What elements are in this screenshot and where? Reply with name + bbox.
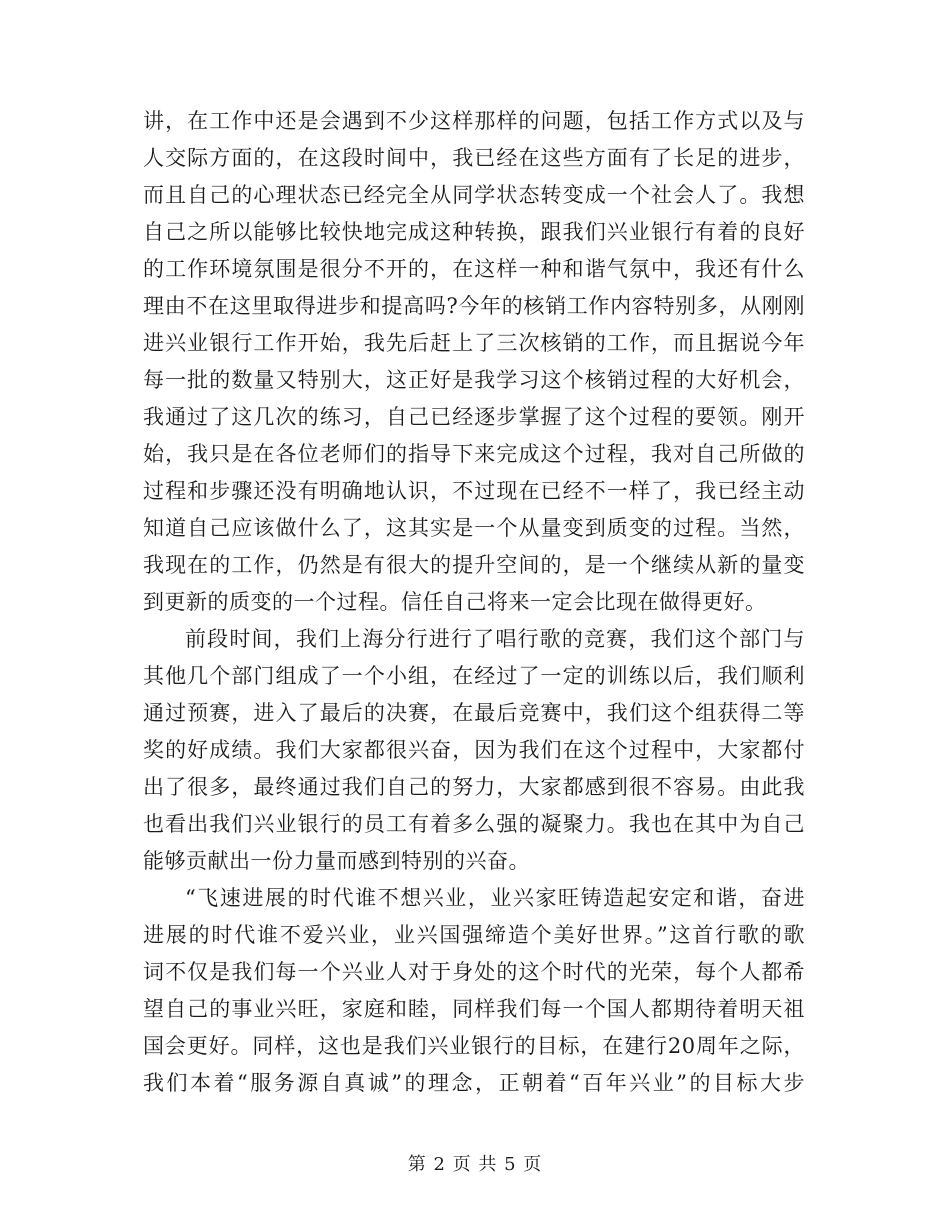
text-line: “飞速进展的时代谁不想兴业，业兴家旺铸造起安定和谐，奋进: [185, 886, 805, 910]
text-line: 前段时间，我们上海分行进行了唱行歌的竞赛，我们这个部门与: [185, 627, 805, 651]
text-line: 其他几个部门组成了一个小组，在经过了一定的训练以后，我们顺利: [143, 664, 805, 688]
document-body: [143, 103, 805, 1102]
text-line: 知道自己应该做什么了，这其实是一个从量变到质变的过程。当然，: [143, 516, 805, 540]
text-line: 也看出我们兴业银行的员工有着多么强的凝聚力。我也在其中为自己: [143, 812, 805, 836]
text-line: 我通过了这几次的练习，自己已经逐步掌握了这个过程的要领。刚开: [143, 405, 805, 429]
text-line: 通过预赛，进入了最后的决赛，在最后竞赛中，我们这个组获得二等: [143, 701, 805, 725]
text-line: 理由不在这里取得进步和提高吗?今年的核销工作内容特别多，从刚刚: [143, 294, 805, 318]
text-line: 过程和步骤还没有明确地认识，不过现在已经不一样了，我已经主动: [143, 479, 805, 503]
page-number-footer: 第 2 页 共 5 页: [407, 1154, 543, 1175]
text-line: 词不仅是我们每一个兴业人对于身处的这个时代的光荣，每个人都希: [143, 960, 805, 984]
text-line: 人交际方面的，在这段时间中，我已经在这些方面有了长足的进步，: [143, 146, 805, 170]
text-line: 我现在的工作，仍然是有很大的提升空间的，是一个继续从新的量变: [143, 553, 805, 577]
text-line: 望自己的事业兴旺，家庭和睦，同样我们每一个国人都期待着明天祖: [143, 997, 805, 1021]
text-line: 讲，在工作中还是会遇到不少这样那样的问题，包括工作方式以及与: [143, 109, 805, 133]
text-line: 出了很多，最终通过我们自己的努力，大家都感到很不容易。由此我: [143, 775, 805, 799]
text-line: 的工作环境氛围是很分不开的，在这样一种和谐气氛中，我还有什么: [143, 257, 805, 281]
text-line: 奖的好成绩。我们大家都很兴奋，因为我们在这个过程中，大家都付: [143, 738, 805, 762]
text-line: 到更新的质变的一个过程。信任自己将来一定会比现在做得更好。: [143, 590, 767, 614]
text-line: 能够贡献出一份力量而感到特别的兴奋。: [143, 849, 530, 873]
text-line: 而且自己的心理状态已经完全从同学状态转变成一个社会人了。我想: [143, 183, 805, 207]
text-line: 每一批的数量又特别大，这正好是我学习这个核销过程的大好机会，: [143, 368, 805, 392]
text-line: 我们本着“服务源自真诚”的理念，正朝着“百年兴业”的目标大步: [143, 1071, 805, 1095]
text-line: 始，我只是在各位老师们的指导下来完成这个过程，我对自己所做的: [143, 442, 805, 466]
text-line: 国会更好。同样，这也是我们兴业银行的目标，在建行20周年之际，: [143, 1034, 805, 1058]
text-line: 进展的时代谁不爱兴业，业兴国强缔造个美好世界。”这首行歌的歌: [143, 923, 805, 947]
text-line: 自己之所以能够比较快地完成这种转换，跟我们兴业银行有着的良好: [143, 220, 805, 244]
text-line: 进兴业银行工作开始，我先后赶上了三次核销的工作，而且据说今年: [143, 331, 805, 355]
